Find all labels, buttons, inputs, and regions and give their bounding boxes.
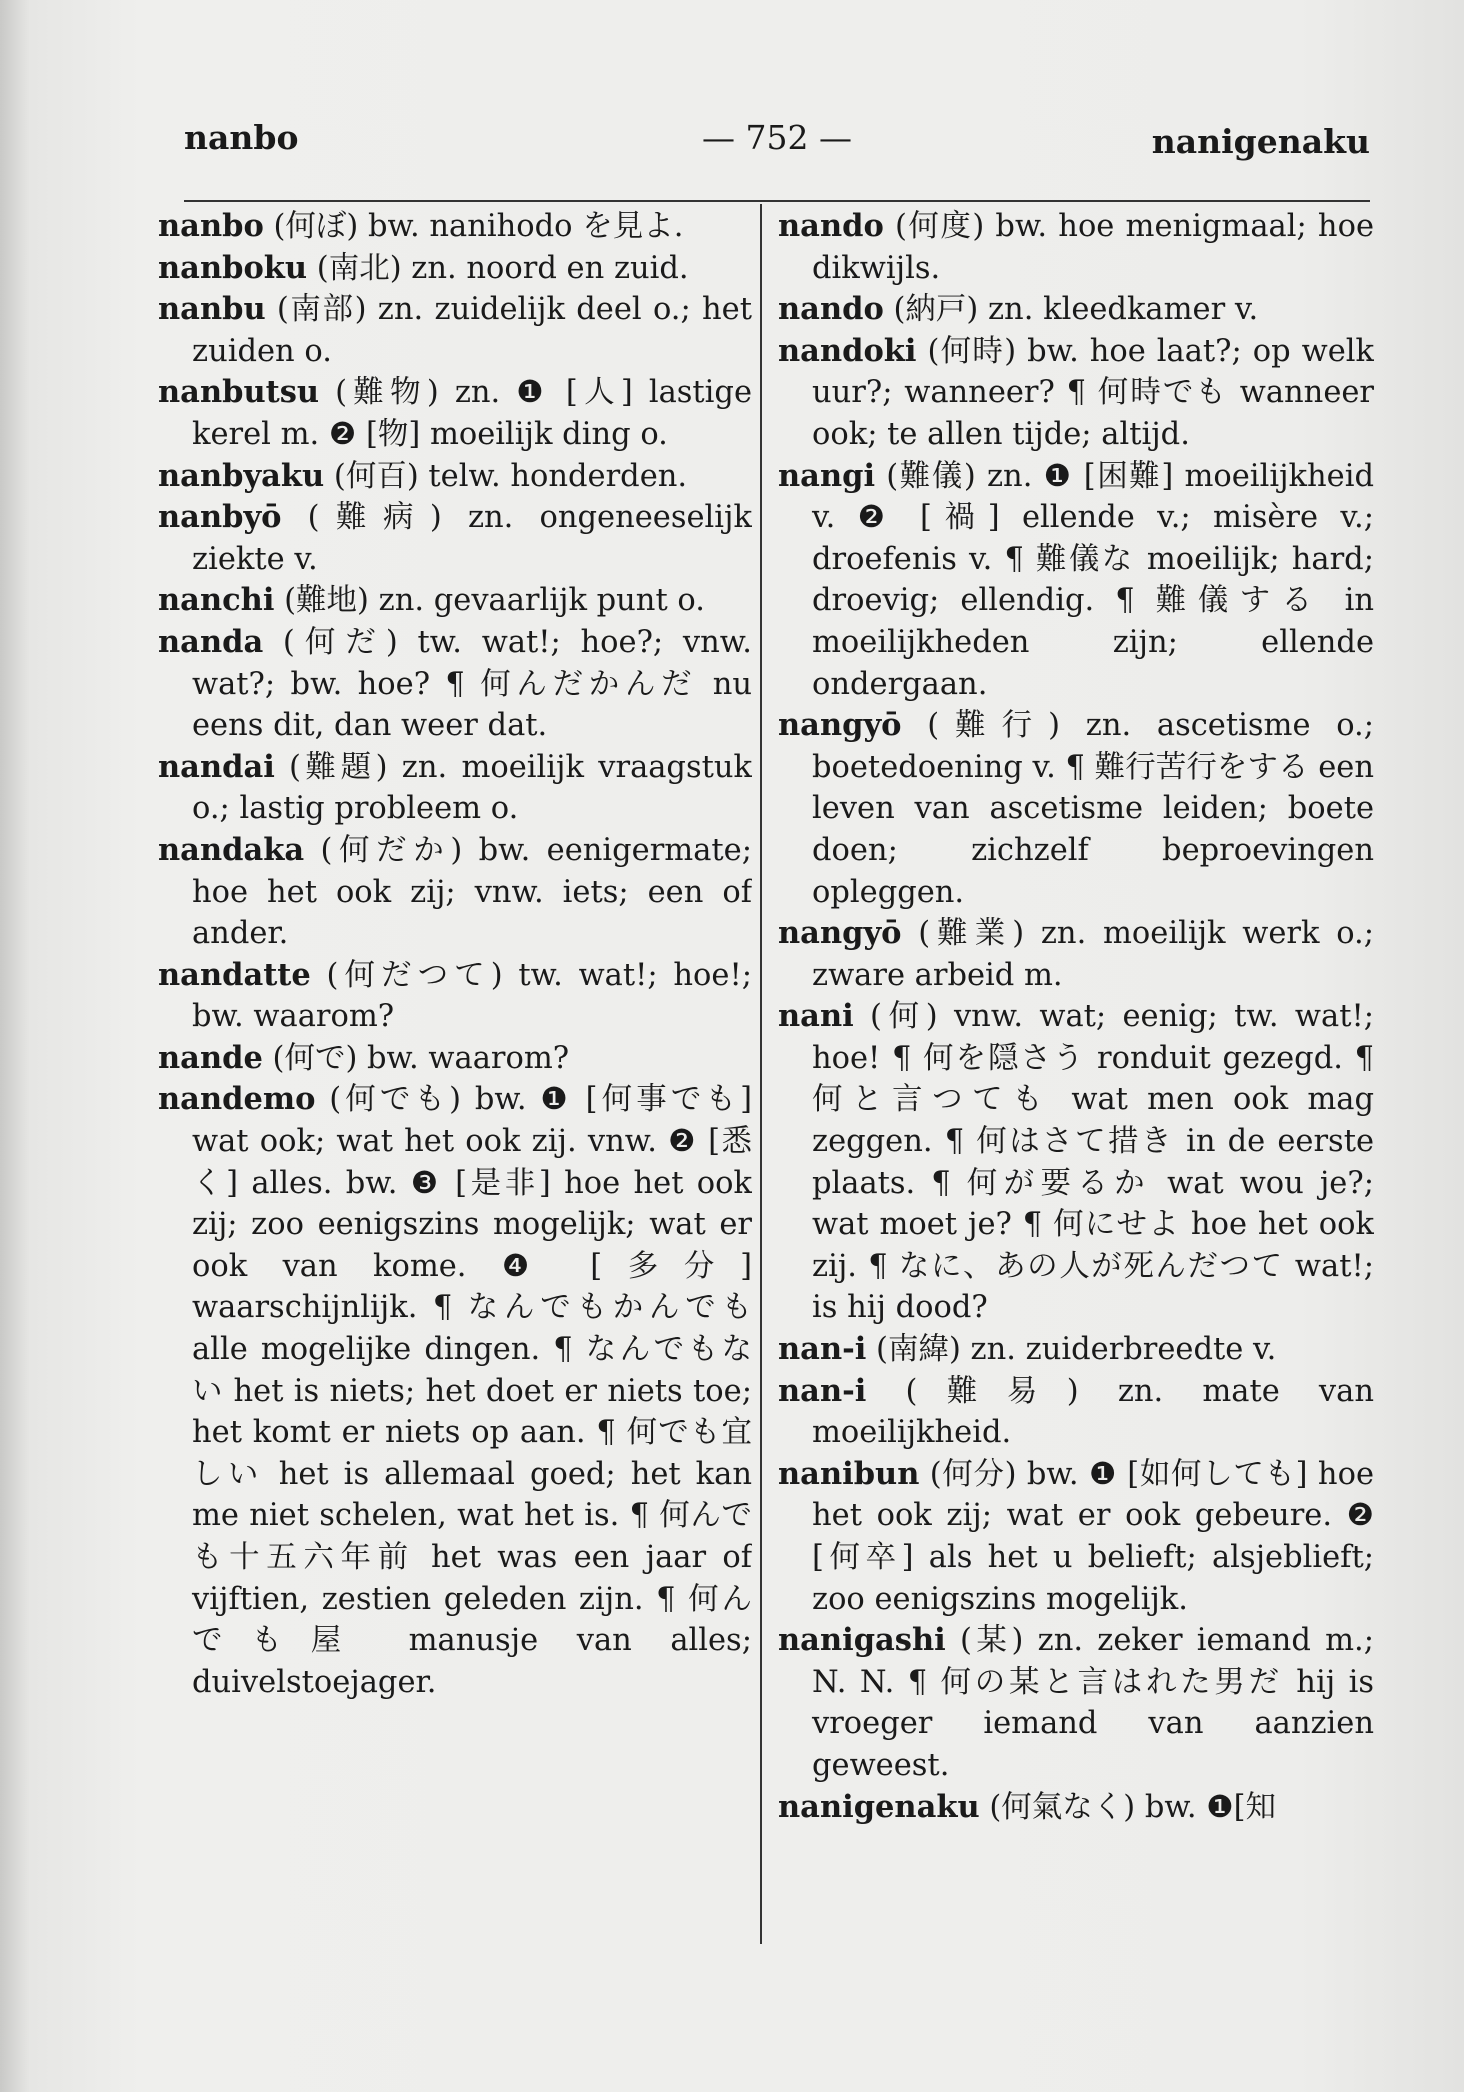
entry-text: (難行) zn. ascetisme o.; boetedoening v. ¶ 難行苦行をする een leven van ascetisme leiden; boete doen; zichzelf beproevingen opleggen. xyxy=(812,708,1374,910)
entry-text: (南北) zn. noord en zuid. xyxy=(307,250,689,286)
dictionary-entry xyxy=(778,705,1374,913)
headword: nanbu xyxy=(158,291,266,328)
headword: nanbutsu xyxy=(158,374,320,411)
entry-text: (何時) bw. hoe laat?; op welk uur?; wanneer? ¶ 何時でも wanneer ook; te allen tijde; altijd. xyxy=(812,333,1374,452)
entry-text: (某) zn. zeker iemand m.; N. N. ¶ 何の某と言はれた男だ hij is vroeger iemand van aanzien geweest. xyxy=(812,1623,1374,1783)
headword: nando xyxy=(778,208,884,244)
left-guide-word: nanbo xyxy=(184,118,299,157)
page-number: — 752 — xyxy=(702,118,852,157)
running-head xyxy=(184,118,1370,168)
headword: nanbo xyxy=(158,208,264,244)
headword: nanigashi xyxy=(778,1622,946,1659)
headword: nani xyxy=(778,998,854,1035)
left-column xyxy=(158,206,752,1956)
headword: nanibun xyxy=(778,1455,920,1492)
entry-text: (何で) bw. waarom? xyxy=(262,1040,570,1076)
dictionary-entry xyxy=(158,289,752,372)
entry-text: (何氣なく) bw. ❶[知 xyxy=(979,1789,1277,1825)
headword: nanbyaku xyxy=(158,457,325,494)
dictionary-entry xyxy=(778,913,1374,996)
dictionary-entry xyxy=(158,248,752,290)
dictionary-entry xyxy=(778,289,1374,331)
dictionary-entry xyxy=(158,456,752,498)
dictionary-entry xyxy=(778,1329,1374,1371)
entry-text: (南緯) zn. zuiderbreedte v. xyxy=(866,1332,1277,1368)
entry-text: (南部) zn. zuidelijk deel o.; het zuiden o. xyxy=(192,292,752,369)
headword: nandoki xyxy=(778,332,917,369)
entry-text: (何だつて) tw. wat!; hoe!; bw. waarom? xyxy=(192,957,752,1035)
dictionary-entry xyxy=(158,1079,752,1703)
entry-text: (何分) bw. ❶ [如何しても] hoe het ook zij; wat er ook gebeure. ❷ [何卒] als het u belieft; alsjeblieft; zoo eenigszins mogelijk. xyxy=(812,1456,1374,1617)
entry-text: (何でも) bw. ❶ [何事でも] wat ook; wat het ook zij. vnw. ❷ [悉く] alles. bw. ❸ [是非] hoe het ook zij; zoo eenigszins mogelijk; wat er ook van kome. ❹ [多分] waarschijnlijk. ¶ なんでもかんでも alle mogelijke dingen. ¶ なんでもない het is niets; het doet er niets toe; het komt er niets op aan. ¶ 何でも宜しい het is allemaal goed; het kan me niet schelen, wat het is. ¶ 何んでも十五六年前 het was een jaar of vijftien, zestien geleden zijn. ¶ 何んでも屋 manusje van alles; duivelstoejager. xyxy=(192,1082,752,1700)
entry-text: (何度) bw. hoe menigmaal; hoe dikwijls. xyxy=(812,209,1374,286)
dictionary-entry xyxy=(778,1620,1374,1786)
right-guide-word: nanigenaku xyxy=(1151,122,1370,161)
dictionary-entry xyxy=(158,955,752,1038)
right-column xyxy=(778,206,1374,1956)
dictionary-entry xyxy=(778,456,1374,706)
headword: nan-i xyxy=(778,1331,867,1368)
dictionary-entry xyxy=(778,206,1374,289)
headword: nandaka xyxy=(158,831,305,868)
entry-text: (難地) zn. gevaarlijk punt o. xyxy=(274,583,705,619)
dictionary-entry xyxy=(778,1454,1374,1620)
entry-text: (何百) telw. honderden. xyxy=(324,458,688,494)
headword: nangi xyxy=(778,457,876,494)
dictionary-entry xyxy=(778,996,1374,1329)
column-divider xyxy=(760,204,762,1944)
dictionary-entry xyxy=(158,206,752,248)
dictionary-entry xyxy=(158,830,752,955)
headword: nanda xyxy=(158,623,264,660)
dictionary-entry xyxy=(158,747,752,830)
dictionary-entry xyxy=(158,372,752,455)
dictionary-entry xyxy=(158,497,752,580)
entry-text: (何) vnw. wat; eenig; tw. wat!; hoe! ¶ 何を隠さう ronduit gezegd. ¶ 何と言つても wat men ook mag zeggen. ¶ 何はさて措き in de eerste plaats. ¶ 何が要るか wat wou je?; wat moet je? ¶ 何にせよ hoe het ook zij. ¶ なに、あの人が死んだつて wat!; is hij dood? xyxy=(812,999,1374,1326)
headword: nangyō xyxy=(778,915,902,952)
dictionary-entry xyxy=(158,622,752,747)
headword: nanboku xyxy=(158,249,308,286)
dictionary-entry xyxy=(158,580,752,622)
entry-text: (難物) zn. ❶ [人] lastige kerel m. ❷ [物] moeilijk ding o. xyxy=(192,375,752,452)
headword: nande xyxy=(158,1039,263,1076)
entry-text: (難業) zn. moeilijk werk o.; zware arbeid m. xyxy=(812,916,1374,993)
headword: nanchi xyxy=(158,582,275,619)
entry-text: (何ぼ) bw. nanihodo を見よ. xyxy=(263,209,684,244)
entry-text: (納戸) zn. kleedkamer v. xyxy=(883,292,1259,328)
headword: nanbyō xyxy=(158,499,282,536)
headword: nando xyxy=(778,291,884,328)
headword: nangyō xyxy=(778,707,902,744)
headword: nandemo xyxy=(158,1081,316,1118)
headword: nandatte xyxy=(158,956,311,993)
headword: nan-i xyxy=(778,1372,867,1409)
entry-text: (難題) zn. moeilijk vraagstuk o.; lastig probleem o. xyxy=(192,749,752,827)
dictionary-entry xyxy=(778,1787,1374,1829)
dictionary-entry xyxy=(778,1371,1374,1454)
entry-text: (難病) zn. ongeneeselijk ziekte v. xyxy=(192,500,752,577)
dictionary-entry xyxy=(778,331,1374,456)
entry-text: (難易) zn. mate van moeilijkheid. xyxy=(812,1373,1374,1451)
headword: nandai xyxy=(158,748,275,785)
headword: nanigenaku xyxy=(778,1788,980,1825)
dictionary-entry xyxy=(158,1038,752,1080)
header-rule xyxy=(184,200,1370,202)
entry-text: (難儀) zn. ❶ [困難] moeilijkheid v. ❷ [禍] ellende v.; misère v.; droefenis v. ¶ 難儀な moeilijk; hard; droevig; ellendig. ¶ 難儀する in moeilijkheden zijn; ellende ondergaan. xyxy=(812,458,1374,702)
entry-text: (何だ) tw. wat!; hoe?; vnw. wat?; bw. hoe? ¶ 何んだかんだ nu eens dit, dan weer dat. xyxy=(192,624,752,744)
entry-text: (何だか) bw. eenigermate; hoe het ook zij; vnw. iets; een of ander. xyxy=(192,832,752,952)
